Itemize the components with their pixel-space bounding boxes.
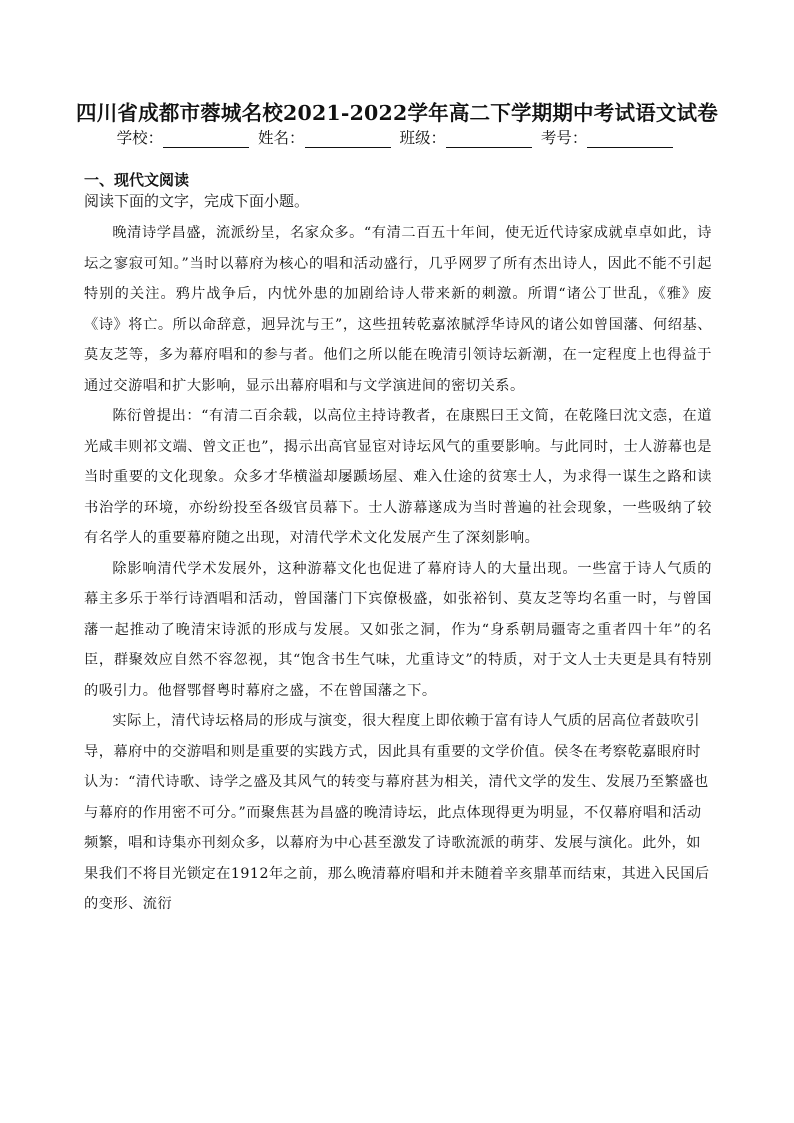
- passage-paragraph-3: 除影响清代学术发展外，这种游幕文化也促进了幕府诗人的大量出现。一些富于诗人气质的幕主多乐于举行诗酒唱和活动，曾国藩门下宾僚极盛，如张裕钊、莫友芝等均名重一时，与曾国藩一起推动了晚清宋诗派的形成与发展。又如张之洞，作为“身系朝局疆寄之重者四十年”的名臣，群聚效应自然不容忽视，其“饱含书生气味，尤重诗文”的特质，对于文人士夫更是具有特别的吸引力。他督鄂督粤时幕府之盛，不在曾国藩之下。: [84, 560, 712, 699]
- class-blank[interactable]: [446, 132, 532, 148]
- school-label: 学校：: [116, 129, 164, 147]
- exam-number-label: 考号：: [540, 129, 588, 147]
- class-label: 班级：: [399, 129, 446, 147]
- passage-paragraph-1: 晚清诗学昌盛，流派纷呈，名家众多。“有清二百五十年间，使无近代诗家成就卓卓如此，诗坛之寥寂可知。”当时以幕府为核心的唱和活动盛行，几乎网罗了所有杰出诗人，因此不能不引起特别的关注。鸦片战争后，内忧外患的加剧给诗人带来新的刺激。所谓“诸公丁世乱，《雅》废《诗》将亡。所以命辞意，迥异沈与王”，这些扭转乾嘉浓腻浮华诗风的诸公如曾国藩、何绍基、莫友芝等，多为幕府唱和的参与者。他们之所以能在晚清引领诗坛新潮，在一定程度上也得益于通过交游唱和扩大影响，显示出幕府唱和与文学演进间的密切关系。: [84, 225, 712, 394]
- student-info-line: [0, 126, 794, 148]
- school-blank[interactable]: [163, 132, 249, 148]
- passage-paragraph-4: 实际上，清代诗坛格局的形成与演变，很大程度上即依赖于富有诗人气质的居高位者鼓吹引导，幕府中的交游唱和则是重要的实践方式，因此具有重要的文学价值。侯冬在考察乾嘉眼府时认为：“清代诗歌、诗学之盛及其风气的转变与幕府甚为相关，清代文学的发生、发展乃至繁盛也与幕府的作用密不可分。”而聚焦甚为昌盛的晚清诗坛，此点体现得更为明显，不仅幕府唱和活动频繁，唱和诗集亦刊刻众多，以幕府为中心甚至激发了诗歌流派的萌芽、发展与演化。此外，如果我们不将目光锁定在1912年之前，那么晚清幕府唱和并未随着辛亥鼎革而结束，其进入民国后的变形、流衍: [84, 713, 710, 912]
- name-blank[interactable]: [305, 132, 391, 148]
- name-label: 姓名：: [258, 129, 305, 147]
- reading-instruction: 阅读下面的文字，完成下面小题。: [84, 192, 310, 210]
- passage-paragraph-2: 陈衍曾提出：“有清二百余载，以高位主持诗教者，在康熙曰王文简，在乾隆曰沈文悫，在道光咸丰则祁文端、曾文正也”，揭示出高官显宦对诗坛风气的重要影响。与此同时，士人游幕也是当时重要的文化现象。众多才华横溢却屡踬场屋、难入仕途的贫寒士人，为求得一谋生之路和读书治学的环境，亦纷纷投至各级官员幕下。士人游幕遂成为当时普遍的社会现象，一些吸纳了较有名学人的重要幕府随之出现，对清代学术文化发展产生了深刻影响。: [84, 408, 712, 546]
- section-heading: 一、现代文阅读: [84, 171, 190, 189]
- passage-body: [84, 218, 712, 920]
- document-title: 四川省成都市蓉城名校2021-2022学年高二下学期期中考试语文试卷: [76, 101, 718, 125]
- exam-number-blank[interactable]: [587, 132, 673, 148]
